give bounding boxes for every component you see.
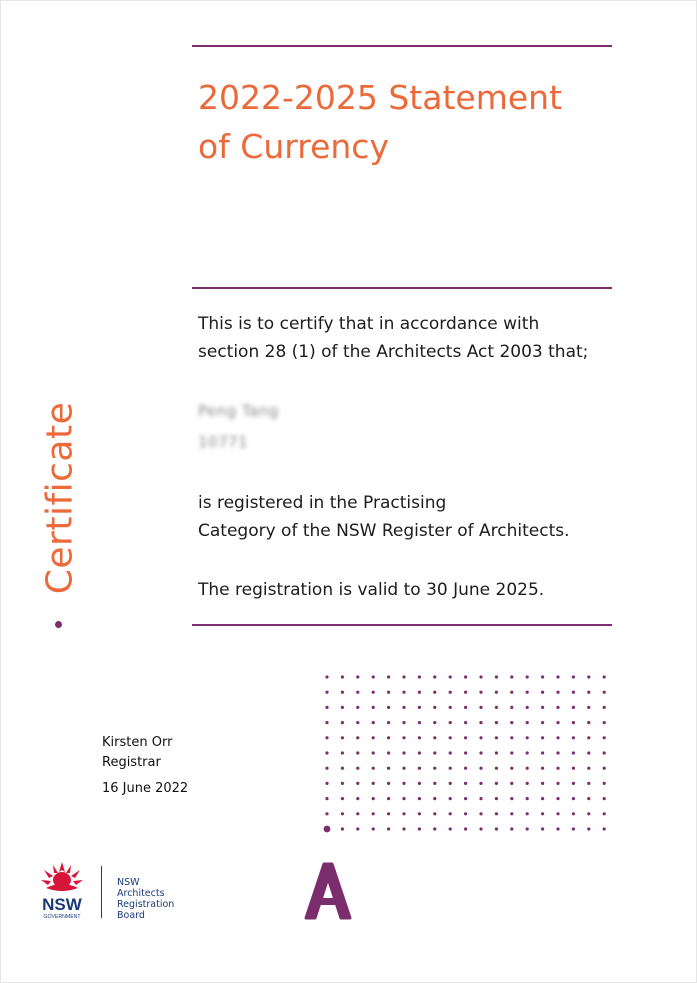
grid-dot	[572, 797, 575, 800]
grid-dot	[325, 782, 328, 785]
grid-dot	[603, 706, 606, 709]
grid-dot	[541, 721, 544, 724]
grid-dot	[464, 675, 467, 678]
grid-dot	[325, 767, 328, 770]
grid-dot	[449, 797, 452, 800]
grid-dot	[341, 736, 344, 739]
grid-dot	[556, 706, 559, 709]
grid-dot	[433, 812, 436, 815]
grid-dot	[510, 675, 513, 678]
side-label-text: Certificate	[39, 401, 81, 595]
grid-dot	[356, 736, 359, 739]
grid-dot	[372, 827, 375, 830]
grid-dot	[341, 721, 344, 724]
grid-dot	[325, 691, 328, 694]
grid-dot	[495, 721, 498, 724]
grid-dot	[449, 736, 452, 739]
grid-dot	[526, 691, 529, 694]
grid-dot	[603, 751, 606, 754]
grid-dot	[402, 751, 405, 754]
grid-dot	[356, 782, 359, 785]
grid-dot	[495, 751, 498, 754]
grid-dot	[587, 691, 590, 694]
grid-dot	[387, 675, 390, 678]
grid-dot	[495, 827, 498, 830]
grid-dot	[603, 827, 606, 830]
signature-date: 16 June 2022	[102, 781, 189, 796]
grid-dot	[433, 736, 436, 739]
grid-dot	[479, 751, 482, 754]
grid-dot	[372, 675, 375, 678]
grid-dot	[449, 691, 452, 694]
grid-dot	[341, 751, 344, 754]
signatory-name: Kirsten Orr	[102, 735, 173, 750]
grid-dot	[449, 751, 452, 754]
grid-dot	[402, 782, 405, 785]
grid-dot	[526, 706, 529, 709]
grid-dot	[402, 721, 405, 724]
grid-dot	[479, 691, 482, 694]
grid-dot	[356, 721, 359, 724]
grid-dot	[603, 782, 606, 785]
grid-dot	[464, 797, 467, 800]
nsw-logo-text: NSW	[42, 895, 82, 914]
grid-dot	[526, 767, 529, 770]
grid-dot	[603, 736, 606, 739]
grid-dot	[526, 812, 529, 815]
grid-dot	[356, 797, 359, 800]
grid-dot	[433, 827, 436, 830]
grid-dot	[387, 767, 390, 770]
certify-line-2: section 28 (1) of the Architects Act 2003 that;	[198, 342, 589, 362]
grid-dot	[556, 767, 559, 770]
grid-dot	[479, 797, 482, 800]
grid-dot	[325, 736, 328, 739]
signatory-block	[102, 733, 188, 799]
grid-dot	[556, 691, 559, 694]
board-line-3: Registration	[117, 899, 175, 910]
grid-dot	[341, 797, 344, 800]
grid-dot	[464, 706, 467, 709]
grid-dot	[325, 675, 328, 678]
grid-dot	[510, 827, 513, 830]
grid-dot	[449, 706, 452, 709]
grid-dot	[495, 706, 498, 709]
grid-dot	[603, 675, 606, 678]
grid-dot	[433, 797, 436, 800]
grid-dot	[479, 812, 482, 815]
grid-dot	[510, 812, 513, 815]
grid-dot	[541, 827, 544, 830]
grid-dot	[603, 767, 606, 770]
grid-dot	[495, 797, 498, 800]
grid-dot	[556, 782, 559, 785]
grid-dot	[572, 675, 575, 678]
certify-statement	[198, 310, 588, 366]
grid-dot	[341, 675, 344, 678]
grid-dot	[572, 691, 575, 694]
grid-dot	[479, 827, 482, 830]
grid-dot	[464, 691, 467, 694]
grid-dot	[387, 751, 390, 754]
grid-dot	[495, 767, 498, 770]
grid-dot	[572, 721, 575, 724]
grid-dot	[402, 691, 405, 694]
grid-dot	[372, 736, 375, 739]
grid-dot	[387, 827, 390, 830]
grid-dot	[541, 675, 544, 678]
grid-dot	[387, 721, 390, 724]
bottom-rule	[192, 624, 612, 626]
decorative-dot-grid	[322, 672, 622, 842]
grid-dot	[387, 706, 390, 709]
grid-dot	[449, 827, 452, 830]
grid-dot	[418, 675, 421, 678]
grid-dot	[572, 812, 575, 815]
grid-dot	[587, 782, 590, 785]
grid-dot	[587, 721, 590, 724]
grid-dot	[418, 797, 421, 800]
grid-dot	[356, 767, 359, 770]
grid-dot	[433, 767, 436, 770]
title-line-2: of Currency	[198, 127, 389, 166]
grid-dot	[402, 736, 405, 739]
grid-dot	[556, 675, 559, 678]
grid-dot	[572, 827, 575, 830]
grid-dot	[433, 675, 436, 678]
grid-dot	[510, 767, 513, 770]
grid-dot	[387, 812, 390, 815]
grid-dot	[433, 706, 436, 709]
grid-dot	[495, 782, 498, 785]
certify-line-1: This is to certify that in accordance with	[198, 314, 540, 334]
top-rule	[192, 45, 612, 47]
certificate-side-label	[34, 393, 86, 603]
grid-dot	[433, 721, 436, 724]
grid-dot	[510, 721, 513, 724]
grid-dot	[495, 691, 498, 694]
grid-dot	[341, 812, 344, 815]
grid-dot	[603, 812, 606, 815]
grid-dot	[464, 782, 467, 785]
grid-dot	[510, 706, 513, 709]
grid-dot	[479, 675, 482, 678]
validity-statement: The registration is valid to 30 June 2025.	[198, 580, 545, 600]
grid-dot	[587, 812, 590, 815]
registrant-name-redacted: Peng Tang	[198, 402, 279, 420]
grid-dot	[418, 736, 421, 739]
grid-dot	[572, 767, 575, 770]
grid-dot	[572, 782, 575, 785]
grid-dot	[526, 797, 529, 800]
grid-dot	[479, 767, 482, 770]
grid-dot	[541, 767, 544, 770]
grid-dot	[587, 767, 590, 770]
grid-dot	[587, 797, 590, 800]
board-line-4: Board	[117, 910, 145, 921]
grid-dot	[418, 767, 421, 770]
registered-line-2: Category of the NSW Register of Architects.	[198, 521, 570, 541]
grid-dot	[556, 827, 559, 830]
grid-dot	[324, 826, 331, 833]
grid-dot	[510, 797, 513, 800]
government-logo-text: GOVERNMENT	[43, 914, 81, 920]
grid-dot	[356, 812, 359, 815]
grid-dot	[449, 767, 452, 770]
registration-board-name	[117, 877, 174, 921]
grid-dot	[449, 782, 452, 785]
grid-dot	[479, 782, 482, 785]
grid-dot	[526, 721, 529, 724]
logo-divider	[101, 866, 102, 918]
grid-dot	[356, 706, 359, 709]
grid-dot	[418, 812, 421, 815]
grid-dot	[372, 797, 375, 800]
grid-dot	[325, 812, 328, 815]
grid-dot	[556, 751, 559, 754]
grid-dot	[372, 767, 375, 770]
grid-dot	[464, 751, 467, 754]
grid-dot	[341, 827, 344, 830]
grid-dot	[587, 736, 590, 739]
grid-dot	[587, 827, 590, 830]
grid-dot	[325, 751, 328, 754]
grid-dot	[356, 691, 359, 694]
grid-dot	[418, 782, 421, 785]
grid-dot	[541, 782, 544, 785]
grid-dot	[587, 675, 590, 678]
registrant-number-redacted: 10771	[198, 433, 249, 451]
grid-dot	[433, 751, 436, 754]
grid-dot	[541, 736, 544, 739]
grid-dot	[372, 706, 375, 709]
grid-dot	[464, 767, 467, 770]
architects-brand-a-logo	[300, 858, 356, 920]
signatory-role: Registrar	[102, 755, 161, 770]
grid-dot	[479, 721, 482, 724]
grid-dot	[449, 675, 452, 678]
brand-letter-text: A	[300, 858, 301, 859]
grid-dot	[479, 706, 482, 709]
grid-dot	[418, 721, 421, 724]
grid-dot	[433, 782, 436, 785]
grid-dot	[387, 797, 390, 800]
grid-dot	[603, 797, 606, 800]
grid-dot	[526, 827, 529, 830]
grid-dot	[356, 827, 359, 830]
grid-dot	[541, 706, 544, 709]
certificate-title	[198, 73, 618, 171]
grid-dot	[603, 691, 606, 694]
grid-dot	[356, 675, 359, 678]
registration-statement	[198, 489, 570, 545]
grid-dot	[479, 736, 482, 739]
grid-dot	[556, 736, 559, 739]
grid-dot	[341, 691, 344, 694]
grid-dot	[510, 782, 513, 785]
grid-dot	[449, 812, 452, 815]
grid-dot	[387, 736, 390, 739]
grid-dot	[402, 827, 405, 830]
grid-dot	[387, 691, 390, 694]
grid-dot	[325, 721, 328, 724]
grid-dot	[541, 691, 544, 694]
grid-dot	[572, 751, 575, 754]
grid-dot	[325, 797, 328, 800]
grid-dot	[603, 721, 606, 724]
grid-dot	[510, 751, 513, 754]
grid-dot	[418, 706, 421, 709]
grid-dot	[449, 721, 452, 724]
nsw-government-logo	[36, 860, 88, 920]
grid-dot	[587, 751, 590, 754]
registered-line-1: is registered in the Practising	[198, 493, 447, 513]
title-line-1: 2022-2025 Statement	[198, 78, 563, 117]
board-line-1: NSW	[117, 877, 140, 888]
grid-dot	[402, 797, 405, 800]
grid-dot	[325, 706, 328, 709]
grid-dot	[433, 691, 436, 694]
grid-dot	[402, 812, 405, 815]
grid-dot	[402, 767, 405, 770]
grid-dot	[418, 691, 421, 694]
grid-dot	[541, 751, 544, 754]
grid-dot	[556, 721, 559, 724]
grid-dot	[341, 782, 344, 785]
grid-dot	[495, 812, 498, 815]
grid-dot	[464, 812, 467, 815]
middle-rule	[192, 287, 612, 289]
grid-dot	[356, 751, 359, 754]
grid-dot	[541, 812, 544, 815]
board-line-2: Architects	[117, 888, 165, 899]
grid-dot	[556, 797, 559, 800]
grid-dot	[418, 827, 421, 830]
grid-dot	[510, 736, 513, 739]
grid-dot	[464, 721, 467, 724]
grid-dot	[418, 751, 421, 754]
grid-dot	[526, 751, 529, 754]
grid-dot	[341, 706, 344, 709]
grid-dot	[541, 797, 544, 800]
grid-dot	[464, 736, 467, 739]
grid-dot	[526, 675, 529, 678]
grid-dot	[402, 675, 405, 678]
grid-dot	[572, 736, 575, 739]
grid-dot	[372, 751, 375, 754]
grid-dot	[495, 675, 498, 678]
grid-dot	[402, 706, 405, 709]
grid-dot	[556, 812, 559, 815]
grid-dot	[495, 736, 498, 739]
waratah-icon	[41, 862, 83, 891]
grid-dot	[372, 812, 375, 815]
grid-dot	[387, 782, 390, 785]
grid-dot	[572, 706, 575, 709]
grid-dot	[372, 782, 375, 785]
grid-dot	[510, 691, 513, 694]
grid-dot	[341, 767, 344, 770]
side-label-dot	[55, 621, 62, 628]
grid-dot	[526, 736, 529, 739]
grid-dot	[464, 827, 467, 830]
grid-dot	[526, 782, 529, 785]
grid-dot	[372, 721, 375, 724]
grid-dot	[587, 706, 590, 709]
grid-dot	[372, 691, 375, 694]
